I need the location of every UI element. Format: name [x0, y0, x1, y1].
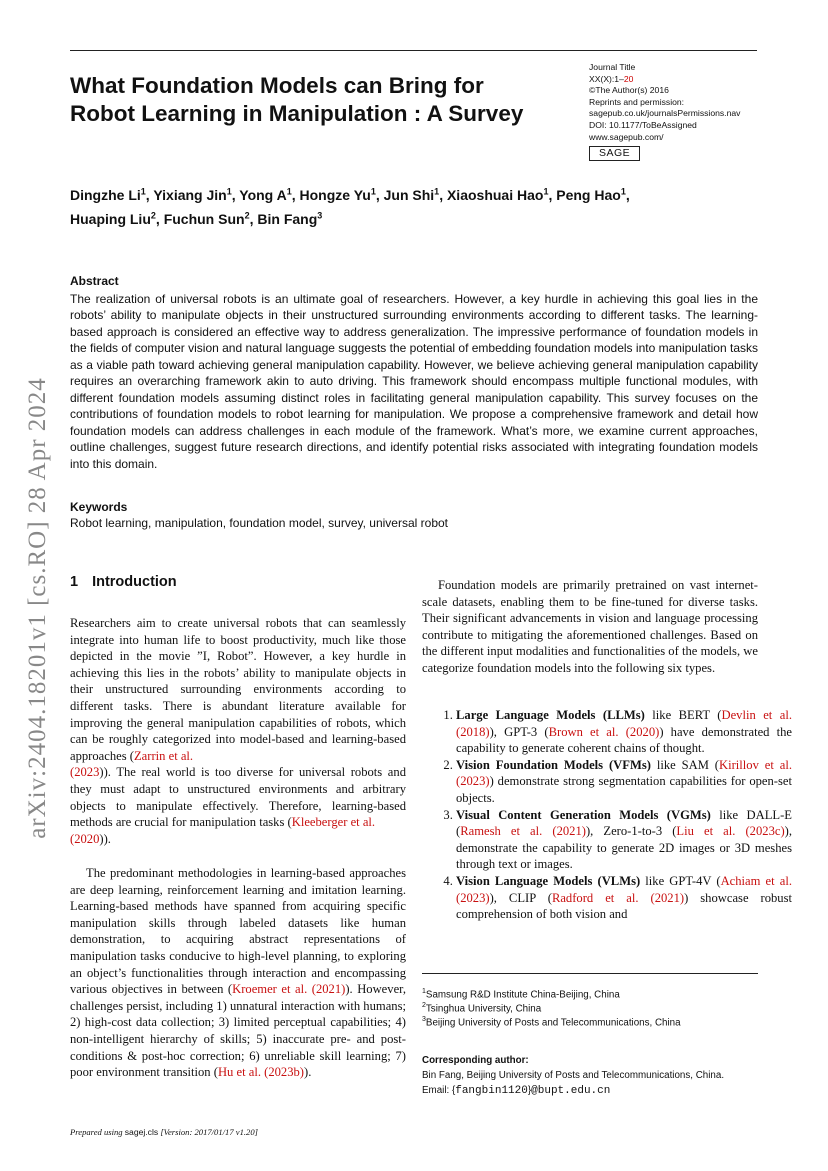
- citation-link[interactable]: Kirillov et al. (2023): [456, 757, 792, 789]
- keywords-heading: Keywords: [70, 500, 128, 514]
- citation-link[interactable]: Ramesh et al. (2021): [460, 824, 586, 839]
- journal-volume: XX(X):1–20: [589, 73, 634, 84]
- author: Peng Hao$^1$,: [556, 186, 630, 203]
- journal-copyright: ©The Author(s) 2016: [589, 85, 669, 96]
- abstract-heading: Abstract: [70, 274, 119, 288]
- sage-logo: SAGE: [589, 146, 640, 161]
- author: Fuchun Sun$^2$,: [163, 210, 258, 228]
- list-item: 3. Visual Content Generation Models (VGMs) like DALL-E (Ramesh et al. (2021)), Zero-1-to-3 (Liu et al. (2023c)), demonstrate the capability to generate 2D images or 3D meshes through text or images.: [456, 807, 792, 873]
- paper-title: What Foundation Models can Bring for Robot Learning in Manipulation : A Survey: [70, 73, 524, 126]
- corresponding-author-heading: Corresponding author:: [422, 1055, 529, 1066]
- citation-link[interactable]: Devlin et al. (2018): [456, 708, 792, 739]
- keywords-text: Robot learning, manipulation, foundation model, survey, universal robot: [70, 516, 448, 530]
- footnote: $^3$Beijing University of Posts and Telecommunications, China: [422, 1016, 681, 1029]
- list-item: 2. Vision Foundation Models (VFMs) like SAM (Kirillov et al. (2023)) demonstrate strong segmentation capabilities for open-set objects.: [456, 757, 792, 807]
- footnote: $^2$Tsinghua University, China: [422, 1002, 542, 1015]
- foundation-model-types-list: [422, 707, 792, 923]
- author: Hongze Yu$^1$,: [299, 186, 384, 203]
- journal-info: [589, 62, 789, 161]
- author: Yong $A^1$,: [239, 186, 300, 203]
- footnote: $^1$Samsung R&D Institute China-Beijing, China: [422, 988, 620, 1001]
- top-rule: [70, 50, 757, 51]
- arxiv-stamp: arXiv:2404.18201v1 [cs.RO] 28 Apr 2024: [24, 377, 51, 839]
- author-list: [70, 181, 750, 230]
- citation-link[interactable]: Kleeberger et al. (2020: [70, 815, 376, 846]
- citation-link[interactable]: Liu et al. (2023c): [676, 824, 785, 839]
- citation-link[interactable]: Radford et al. (2021): [551, 890, 685, 905]
- list-item: 1. Large Language Models (LLMs) like BERT (Devlin et al. (2018)), GPT-3 (Brown et al. (2020)) have demonstrated the capability to generate coherent chains of thought.: [456, 707, 792, 757]
- section-heading: 1 Introduction: [70, 574, 177, 590]
- intro-paragraph-1: Researchers aim to create universal robots that can seamlessly integrate into human life to boost productivity, much like those depicted in the movie ”I, Robot”. However, a key hurdle in achieving this lies in the robots’ ability to manipulate objects in their unstructured surrounding environments according to different tasks. There is abundant literature available for improving the general manipulation capabilities of robots, which can be roughly categorized into model-based and learning-based approaches (Zarrin et al. (2023)). The real world is too diverse for universal robots and they must adapt to unstructured environments and arbitrary objects to manipulate effectively. Therefore, learning-based methods are crucial for manipulation tasks (Kleeberger et al. (2020)).: [70, 616, 406, 846]
- journal-doi: DOI: 10.1177/ToBeAssigned: [589, 119, 697, 130]
- corresponding-author-info: Bin Fang, Beijing University of Posts and Telecommunications, China.: [422, 1070, 725, 1081]
- author: Bin Fang$^3$: [257, 210, 323, 228]
- citation-link[interactable]: Hu et al. (2023b): [217, 1065, 304, 1080]
- journal-title: Journal Title: [589, 62, 636, 72]
- journal-site-link[interactable]: www.sagepub.com/: [589, 131, 664, 142]
- corresponding-author-email: Email: {fangbin1120}@bupt.edu.cn: [422, 1085, 611, 1097]
- intro-paragraph-2: The predominant methodologies in learning-based approaches are deep learning, reinforcement learning and imitation learning. Learning-based methods have spanned from acquiring specific manipulation skills through labeled datasets like human demonstration, to acquiring abstract representations of manipulation tasks conducive to high-level planning, to exploring an object’s functionalities through interaction and encompassing various objectives in between (Kroemer et al. (2021)). However, challenges persist, including 1) unnatural interaction with humans; 2) high-cost data collection; 3) limited perceptual capabilities; 4) non-intelligent hierarchy of skills; 5) inaccurate pre- and post-conditions & post-hoc correction; 6) unreliable skill learning; 7) poor environment transition (Hu et al. (2023b)).: [70, 866, 406, 1080]
- email-link[interactable]: fangbin1120: [455, 1085, 528, 1097]
- author: Jun Shi$^1$,: [383, 186, 447, 203]
- author: Huaping Liu$^2$,: [70, 210, 164, 228]
- journal-reprints: Reprints and permission:: [589, 96, 685, 107]
- page-footer: Prepared using sagej.cls [Version: 2017/01/17 v1.20]: [70, 1127, 258, 1137]
- list-item: 4. Vision Language Models (VLMs) like GPT-4V (Achiam et al. (2023)), CLIP (Radford et al. (2021)) showcase robust comprehension of both vision and: [456, 873, 792, 923]
- footnote-rule: [422, 973, 758, 974]
- citation-link[interactable]: Kroemer et al. (2021): [232, 982, 346, 997]
- author: Dingzhe Li$^1$,: [70, 186, 154, 203]
- right-column-paragraph: Foundation models are primarily pretrained on vast internet-scale datasets, enabling them to be fine-tuned for diverse tasks. Their significant advancements in vision and language processing contribute to mitigating the aforementioned challenges. Based on the different input modalities and functionalities of the models, we categorize foundation models into the following six types.: [422, 578, 758, 675]
- journal-permissions-link[interactable]: sagepub.co.uk/journalsPermissions.nav: [589, 108, 741, 119]
- citation-link[interactable]: Brown et al. (2020): [548, 724, 660, 739]
- citation-link[interactable]: Zarrin et al. (2023: [70, 748, 194, 780]
- citation-link[interactable]: Achiam et al. (2023): [456, 873, 792, 905]
- author: Yixiang Jin$^1$,: [153, 186, 240, 203]
- abstract-text: The realization of universal robots is an ultimate goal of researchers. However, a key hurdle in achieving this goal lies in the robots’ ability to manipulate objects in their unstructured surrounding environments according to different tasks. The learning-based approach is considered an effective way to address generalization. The impressive performance of foundation models in the fields of computer vision and natural language suggests the potential of embedding foundation models into manipulation tasks as a viable path toward achieving general manipulation capability. However, we believe achieving general manipulation capability requires an overarching framework akin to auto driving. This framework should encompass multiple functional modules, with different foundation models assuming distinct roles in facilitating general manipulation capability. This survey focuses on the contributions of foundation models to robot learning for manipulation. We propose a comprehensive framework and detail how foundation models can address challenges in each module of the framework. What’s more, we examine current approaches, outline challenges, suggest future research directions, and identify potential risks associated with integrating foundation models into this domain.: [70, 292, 758, 471]
- author: Xiaoshuai Hao$^1$,: [446, 186, 557, 203]
